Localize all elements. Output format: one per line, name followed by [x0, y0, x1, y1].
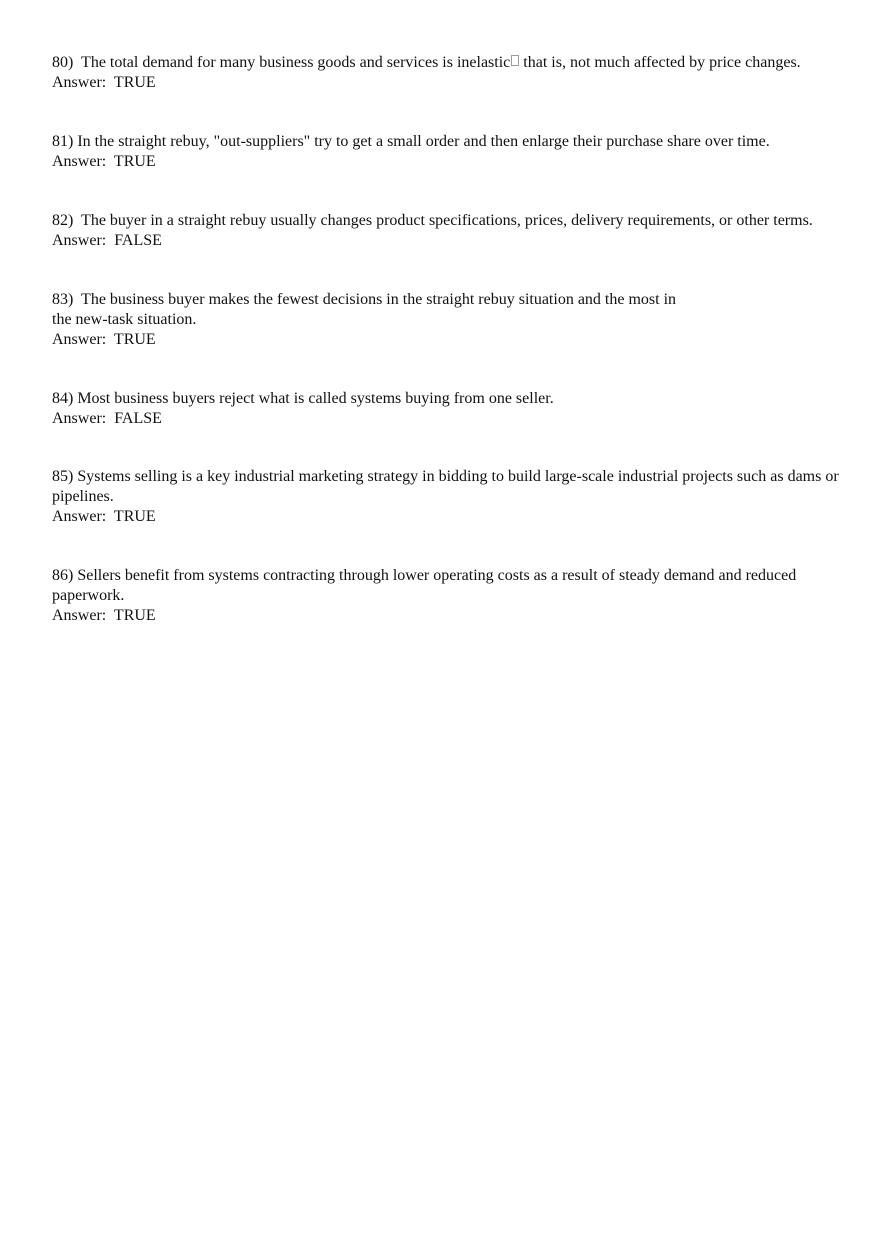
question-83: [52, 290, 842, 350]
question-84-answer: Answer: FALSE: [52, 410, 162, 427]
question-85: [52, 467, 842, 527]
question-82-text: 82) The buyer in a straight rebuy usually changes product specifications, prices, delivery requirements, or other terms.: [52, 212, 813, 229]
question-85-answer: Answer: TRUE: [52, 508, 156, 525]
question-80-text: [52, 53, 842, 73]
question-80-answer: Answer: TRUE: [52, 74, 156, 91]
question-84-text: 84) Most business buyers reject what is called systems buying from one seller.: [52, 390, 554, 407]
question-86-answer: Answer: TRUE: [52, 607, 156, 624]
question-80-text-part2: that is, not much affected by price changes.: [523, 54, 801, 71]
question-83-line-1: 83) The business buyer makes the fewest decisions in the straight rebuy situation and the most in: [52, 291, 677, 308]
question-83-answer: Answer: TRUE: [52, 331, 156, 348]
question-80: [52, 53, 842, 93]
question-83-line-2: the new-task situation.: [52, 311, 197, 328]
document-page: [52, 53, 842, 626]
question-85-text: 85) Systems selling is a key industrial marketing strategy in bidding to build large-scale industrial projects such as dams or pipelines.: [52, 468, 843, 505]
question-86-text: 86) Sellers benefit from systems contracting through lower operating costs as a result of steady demand and reduced paperwork.: [52, 567, 801, 604]
question-82-answer: Answer: FALSE: [52, 232, 162, 249]
question-81-answer: Answer: TRUE: [52, 153, 156, 170]
question-84: [52, 389, 842, 429]
missing-glyph-icon: [511, 55, 519, 66]
question-81-text: 81) In the straight rebuy, "out-suppliers" try to get a small order and then enlarge their purchase share over time.: [52, 133, 770, 150]
question-81: [52, 132, 842, 172]
question-82: [52, 211, 842, 251]
question-86: [52, 566, 842, 626]
question-80-text-part1: 80) The total demand for many business goods and services is inelastic: [52, 54, 511, 71]
